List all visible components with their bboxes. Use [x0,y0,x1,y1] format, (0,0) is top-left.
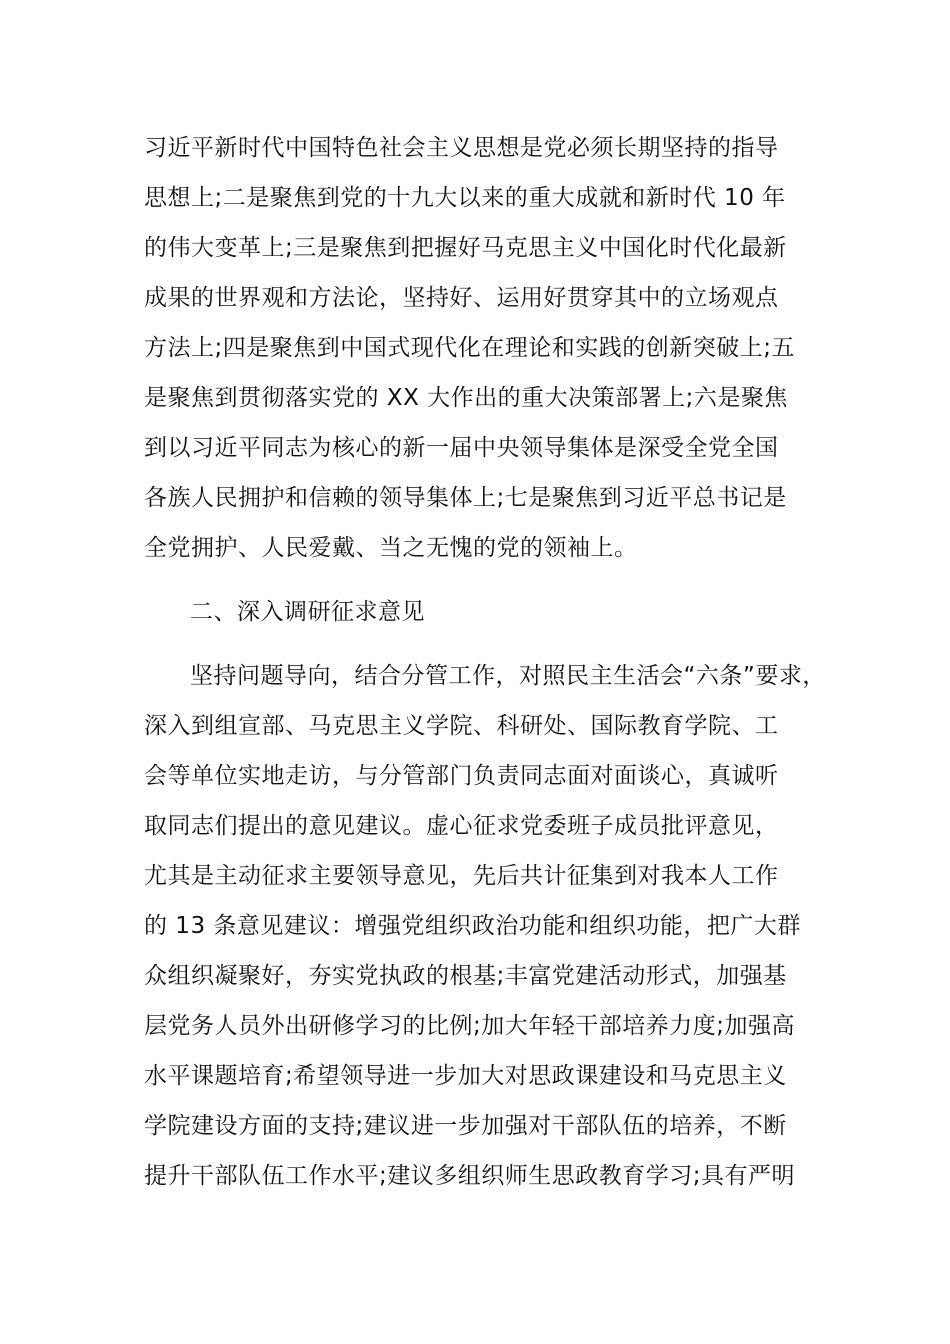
paragraph-2-line-6: 的 13 条意见建议：增强党组织政治功能和组织功能，把广大群 [144,913,801,939]
paragraph-2-line-5: 尤其是主动征求主要领导意见，先后共计征集到对我本人工作 [144,863,779,889]
paragraph-2-line-1: 坚持问题导向，结合分管工作，对照民主生活会“六条”要求， [190,663,826,689]
paragraph-2-line-3: 会等单位实地走访，与分管部门负责同志面对面谈心，真诚听 [144,763,779,789]
paragraph-2-line-4: 取同志们提出的意见建议。虚心征求党委班子成员批评意见， [144,813,779,839]
paragraph-1-line-5: 方法上;四是聚焦到中国式现代化在理论和实践的创新突破上;五 [144,335,795,361]
paragraph-1-line-3: 的伟大变革上;三是聚焦到把握好马克思主义中国化时代化最新 [144,235,787,261]
paragraph-2-line-7: 众组织凝聚好，夯实党执政的根基;丰富党建活动形式，加强基 [144,963,787,989]
paragraph-2-line-10: 学院建设方面的支持;建议进一步加强对干部队伍的培养，不断 [144,1113,787,1139]
paragraph-1-line-7: 到以习近平同志为核心的新一届中央领导集体是深受全党全国 [144,435,779,461]
paragraph-2-line-9: 水平课题培育;希望领导进一步加大对思政课建设和马克思主义 [144,1063,787,1089]
paragraph-1-line-4: 成果的世界观和方法论，坚持好、运用好贯穿其中的立场观点 [144,285,779,311]
paragraph-2-line-8: 层党务人员外出研修学习的比例;加大年轻干部培养力度;加强高 [144,1013,795,1039]
paragraph-1-line-8: 各族人民拥护和信赖的领导集体上;七是聚焦到习近平总书记是 [144,485,787,511]
paragraph-1-line-9: 全党拥护、人民爱戴、当之无愧的党的领袖上。 [144,535,638,561]
paragraph-1-line-2: 思想上;二是聚焦到党的十九大以来的重大成就和新时代 10 年 [144,185,786,211]
section-2-heading: 二、深入调研征求意见 [190,599,425,625]
paragraph-2-line-2: 深入到组宣部、马克思主义学院、科研处、国际教育学院、工 [144,713,779,739]
paragraph-1-line-1: 习近平新时代中国特色社会主义思想是党必须长期坚持的指导 [144,135,779,161]
paragraph-2-line-11: 提升干部队伍工作水平;建议多组织师生思政教育学习;具有严明 [144,1163,795,1189]
paragraph-1-line-6: 是聚焦到贯彻落实党的 XX 大作出的重大决策部署上;六是聚焦 [144,385,788,411]
